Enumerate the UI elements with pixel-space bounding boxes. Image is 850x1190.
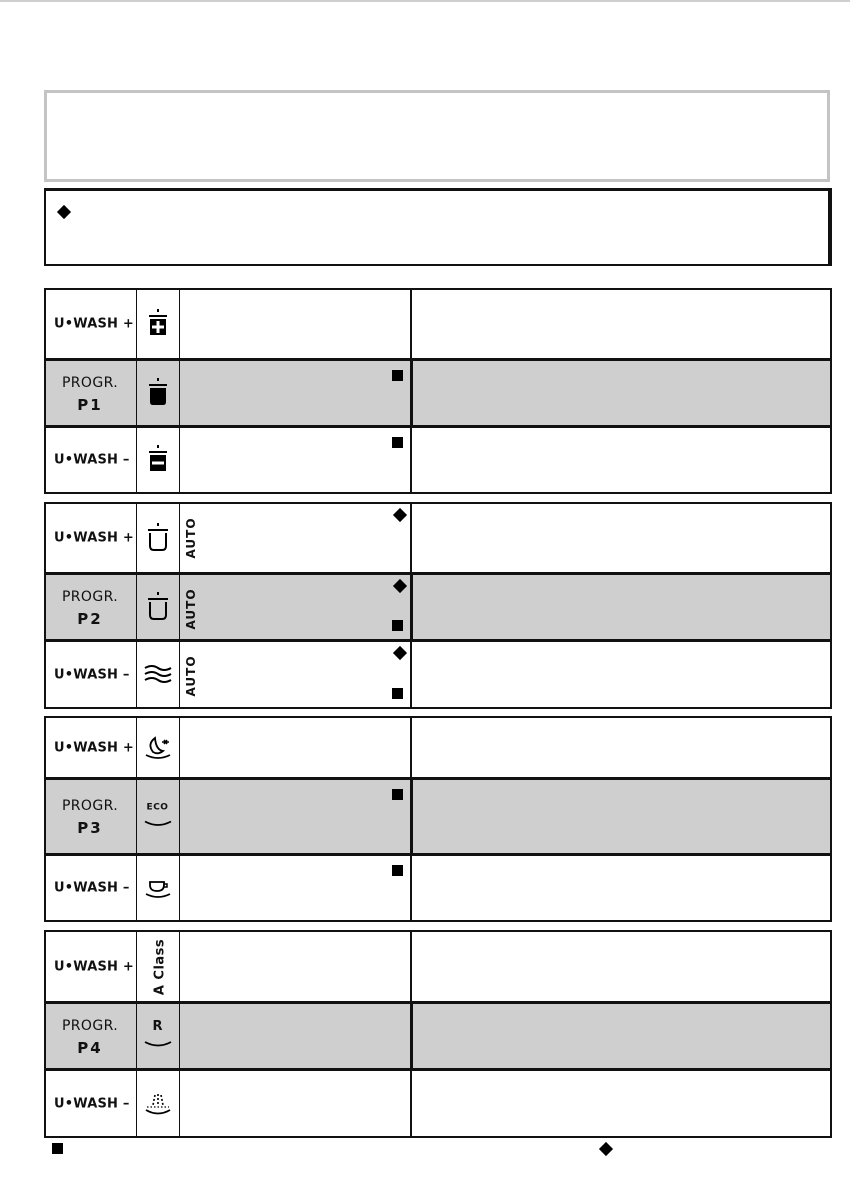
program-table-p2 (44, 502, 832, 709)
cup-icon (143, 876, 173, 900)
program-number: P3 (77, 819, 103, 837)
square-marker-icon (392, 865, 403, 876)
program-row (46, 426, 830, 492)
diamond-marker-icon (393, 646, 407, 660)
program-row (46, 854, 830, 920)
legend-square-icon (52, 1143, 63, 1154)
uwash-plus-label: U•WASH + (54, 530, 134, 546)
night-wash-icon (143, 734, 173, 762)
auto-label: AUTO (184, 655, 198, 697)
program-row (46, 572, 830, 640)
square-marker-icon (392, 620, 403, 631)
program-row (46, 1001, 830, 1069)
program-table-p1 (44, 288, 832, 494)
rinse-underline-icon (143, 1040, 173, 1048)
eco-icon (142, 802, 174, 831)
rinse-label: R (152, 1019, 163, 1034)
square-marker-icon (392, 789, 403, 800)
uwash-plus-label: U•WASH + (54, 959, 134, 974)
pot-outline-icon (145, 523, 171, 553)
program-row (46, 718, 830, 777)
program-table-p3 (44, 716, 832, 922)
program-number: P4 (77, 1039, 103, 1057)
notice-box (44, 90, 830, 182)
square-marker-icon (392, 370, 403, 381)
program-number: P2 (77, 610, 103, 628)
auto-label: AUTO (184, 588, 198, 630)
uwash-plus-label: U•WASH + (54, 316, 134, 332)
program-row (46, 777, 830, 854)
pot-filled-icon (146, 378, 170, 408)
program-row (46, 290, 830, 358)
square-marker-icon (392, 688, 403, 699)
progr-label: PROGR. (61, 375, 119, 391)
pot-outline-icon (145, 592, 171, 622)
diamond-marker-icon (57, 205, 71, 219)
pot-plus-icon (146, 309, 170, 339)
note-box (44, 188, 832, 266)
square-marker-icon (392, 437, 403, 448)
diamond-marker-icon (393, 579, 407, 593)
uwash-minus-label: U•WASH – (54, 1096, 130, 1111)
top-rule (0, 0, 850, 2)
program-row (46, 932, 830, 1001)
uwash-minus-label: U•WASH – (54, 880, 130, 896)
program-row (46, 640, 830, 707)
program-number: P1 (77, 396, 103, 414)
waves-icon (143, 664, 173, 686)
uwash-minus-label: U•WASH – (54, 667, 130, 682)
progr-label: PROGR. (61, 589, 119, 605)
uwash-minus-label: U•WASH – (54, 452, 130, 468)
uwash-plus-label: U•WASH + (54, 740, 134, 755)
progr-label: PROGR. (61, 1018, 119, 1034)
program-table-p4 (44, 930, 832, 1138)
pot-minus-icon (146, 445, 170, 475)
program-row (46, 1069, 830, 1136)
legend-diamond-icon (599, 1142, 613, 1156)
eco-underline-icon (143, 819, 173, 827)
program-row (46, 504, 830, 572)
a-class-icon (148, 938, 167, 994)
spray-icon (143, 1091, 173, 1117)
a-class-label: A Class (152, 938, 167, 995)
diamond-marker-icon (393, 508, 407, 522)
progr-label: PROGR. (61, 798, 119, 814)
eco-label: ECO (146, 802, 169, 812)
auto-label: AUTO (184, 517, 198, 559)
program-row (46, 358, 830, 426)
rinse-icon (142, 1020, 174, 1052)
